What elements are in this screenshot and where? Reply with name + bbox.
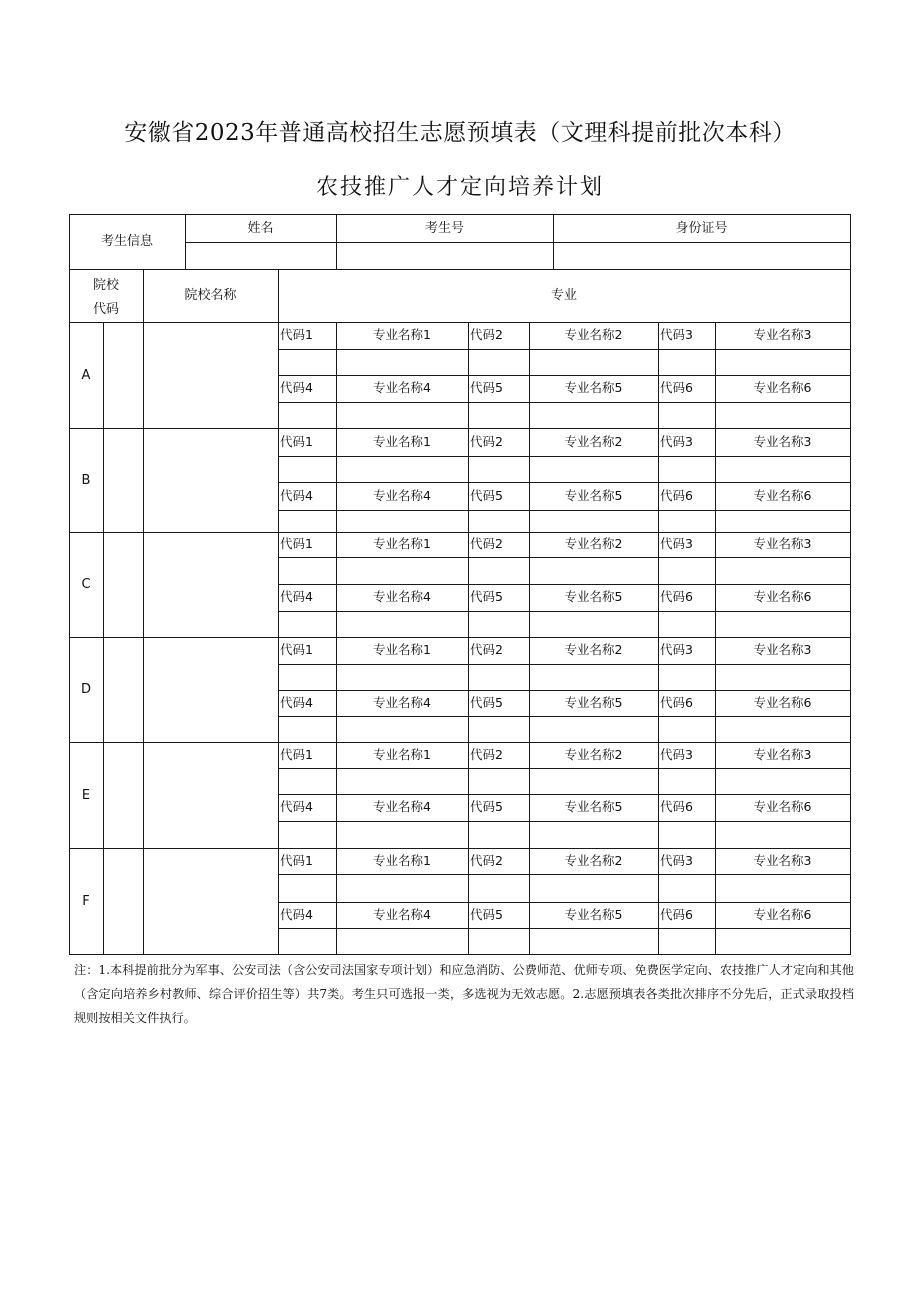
major-code-field-e-6[interactable] (660, 823, 714, 847)
major-code-field-e-4[interactable] (280, 823, 335, 847)
major-code-field-d-3[interactable] (660, 666, 714, 689)
major-name-label-d-4: 专业名称4 (373, 694, 431, 710)
major-name-field-b-4[interactable] (338, 512, 467, 531)
school-name-field-f[interactable] (145, 850, 277, 953)
major-code-field-d-2[interactable] (470, 666, 528, 689)
major-code-field-d-5[interactable] (470, 718, 528, 741)
major-code-field-e-5[interactable] (470, 823, 528, 847)
major-code-field-e-2[interactable] (470, 770, 528, 793)
major-code-field-a-1[interactable] (280, 351, 335, 374)
school-name-field-e[interactable] (145, 744, 277, 847)
major-name-field-c-4[interactable] (338, 613, 467, 636)
major-name-label-a-3: 专业名称3 (753, 327, 812, 343)
grid-line (468, 322, 469, 429)
major-name-label-c-6: 专业名称6 (753, 589, 812, 605)
major-name-field-d-1[interactable] (338, 666, 467, 689)
form-title: 安徽省2023年普通高校招生志愿预填表（文理科提前批次本科） (124, 120, 796, 146)
group-label-f: F (82, 893, 90, 909)
major-code-label-e-4: 代码4 (280, 799, 313, 815)
major-code-field-b-3[interactable] (660, 458, 714, 481)
grid-line (278, 821, 851, 822)
major-name-field-e-6[interactable] (717, 823, 849, 847)
major-name-label-b-5: 专业名称5 (564, 487, 623, 503)
major-name-field-d-4[interactable] (338, 718, 467, 741)
major-label: 专业 (550, 288, 577, 303)
major-name-field-a-1[interactable] (338, 351, 467, 374)
exam-number-field[interactable] (338, 244, 552, 268)
major-name-field-f-3[interactable] (717, 876, 849, 901)
major-code-label-d-2: 代码2 (470, 642, 503, 658)
major-name-field-e-5[interactable] (531, 823, 657, 847)
name-field[interactable] (187, 244, 335, 268)
group-label-b: B (81, 472, 91, 488)
major-name-label-c-5: 专业名称5 (564, 589, 623, 605)
major-name-label-f-4: 专业名称4 (373, 906, 431, 922)
major-name-label-a-2: 专业名称2 (564, 327, 623, 343)
grid-line (278, 611, 851, 612)
major-name-field-c-3[interactable] (717, 559, 849, 583)
grid-line (278, 269, 279, 955)
major-name-label-d-6: 专业名称6 (753, 694, 812, 710)
major-name-field-a-3[interactable] (717, 351, 849, 374)
major-name-field-b-1[interactable] (338, 458, 467, 481)
major-name-label-b-3: 专业名称3 (753, 433, 812, 449)
major-code-field-f-2[interactable] (470, 876, 528, 901)
major-name-label-f-5: 专业名称5 (564, 906, 623, 922)
major-name-label-e-1: 专业名称1 (373, 746, 431, 762)
major-name-field-b-2[interactable] (531, 458, 657, 481)
major-name-label-c-4: 专业名称4 (373, 589, 431, 605)
major-code-field-b-2[interactable] (470, 458, 528, 481)
student-info-label: 考生信息 (100, 234, 153, 249)
major-name-label-b-1: 专业名称1 (373, 433, 431, 449)
major-code-field-f-6[interactable] (660, 930, 714, 953)
major-code-label-e-6: 代码6 (660, 799, 693, 815)
grid-line (468, 848, 469, 955)
major-name-label-d-5: 专业名称5 (564, 694, 623, 710)
major-code-field-c-5[interactable] (470, 613, 528, 636)
form-subtitle: 农技推广人才定向培养计划 (315, 175, 604, 200)
major-code-field-b-6[interactable] (660, 512, 714, 531)
grid-line (278, 456, 851, 457)
major-code-field-f-1[interactable] (280, 876, 335, 901)
major-code-label-f-3: 代码3 (660, 852, 693, 868)
major-code-label-d-5: 代码5 (470, 694, 503, 710)
major-code-label-f-6: 代码6 (660, 906, 693, 922)
major-code-field-c-1[interactable] (280, 559, 335, 583)
major-code-label-e-3: 代码3 (660, 746, 693, 762)
major-name-label-a-5: 专业名称5 (564, 380, 623, 396)
major-name-label-f-1: 专业名称1 (373, 852, 431, 868)
grid-line (278, 664, 851, 665)
major-name-label-e-4: 专业名称4 (373, 799, 431, 815)
major-name-field-d-2[interactable] (531, 666, 657, 689)
grid-line (278, 716, 851, 717)
major-name-label-c-2: 专业名称2 (564, 536, 623, 552)
school-name-label: 院校名称 (184, 288, 237, 303)
major-name-label-e-5: 专业名称5 (564, 799, 623, 815)
major-code-label-b-5: 代码5 (470, 487, 503, 503)
major-name-label-d-1: 专业名称1 (373, 642, 431, 658)
major-code-field-c-4[interactable] (280, 613, 335, 636)
major-code-field-b-1[interactable] (280, 458, 335, 481)
major-code-label-e-2: 代码2 (470, 746, 503, 762)
grid-line (278, 874, 851, 875)
major-code-label-d-6: 代码6 (660, 694, 693, 710)
major-code-field-a-2[interactable] (470, 351, 528, 374)
major-name-field-d-5[interactable] (531, 718, 657, 741)
exam-number-label: 考生号 (424, 220, 464, 236)
major-name-field-e-3[interactable] (717, 770, 849, 793)
school-code-label-line1: 院校 (92, 277, 119, 293)
major-code-label-c-6: 代码6 (660, 589, 693, 605)
major-code-label-e-5: 代码5 (470, 799, 503, 815)
major-code-field-c-6[interactable] (660, 613, 714, 636)
group-label-c: C (81, 577, 91, 592)
major-code-label-a-3: 代码3 (660, 327, 693, 343)
major-name-field-e-2[interactable] (531, 770, 657, 793)
major-name-label-d-2: 专业名称2 (564, 642, 623, 658)
major-code-label-b-3: 代码3 (660, 433, 693, 449)
major-code-field-e-3[interactable] (660, 770, 714, 793)
school-code-field-a[interactable] (105, 324, 142, 427)
grid-line (278, 349, 851, 350)
major-code-field-d-6[interactable] (660, 718, 714, 741)
school-name-field-a[interactable] (145, 324, 277, 427)
id-number-label: 身份证号 (675, 220, 728, 236)
major-code-label-c-4: 代码4 (280, 589, 313, 605)
major-name-label-b-2: 专业名称2 (564, 433, 623, 449)
grid-line (103, 322, 104, 955)
major-code-label-f-2: 代码2 (470, 852, 503, 868)
major-name-field-e-4[interactable] (338, 823, 467, 847)
major-name-label-f-3: 专业名称3 (753, 852, 812, 868)
major-name-field-d-6[interactable] (717, 718, 849, 741)
grid-line (185, 242, 851, 243)
major-name-label-f-2: 专业名称2 (564, 852, 623, 868)
major-code-field-b-4[interactable] (280, 512, 335, 531)
major-name-field-c-6[interactable] (717, 613, 849, 636)
major-name-label-c-1: 专业名称1 (373, 536, 431, 552)
major-name-label-e-6: 专业名称6 (753, 799, 812, 815)
grid-line (658, 637, 659, 743)
major-name-label-b-6: 专业名称6 (753, 487, 812, 503)
major-code-label-d-3: 代码3 (660, 642, 693, 658)
major-code-label-b-2: 代码2 (470, 433, 503, 449)
grid-line (658, 532, 659, 638)
major-code-label-f-5: 代码5 (470, 906, 503, 922)
major-name-field-b-5[interactable] (531, 512, 657, 531)
major-code-label-c-3: 代码3 (660, 536, 693, 552)
school-code-field-f[interactable] (105, 850, 142, 953)
major-name-field-c-1[interactable] (338, 559, 467, 583)
major-code-label-a-6: 代码6 (660, 380, 693, 396)
major-name-label-d-3: 专业名称3 (753, 642, 812, 658)
major-code-label-b-6: 代码6 (660, 487, 693, 503)
major-code-label-c-1: 代码1 (280, 536, 313, 552)
major-code-field-a-3[interactable] (660, 351, 714, 374)
group-label-a: A (81, 367, 91, 383)
major-code-label-a-4: 代码4 (280, 380, 313, 396)
major-name-field-d-3[interactable] (717, 666, 849, 689)
major-name-label-e-3: 专业名称3 (753, 746, 812, 762)
school-code-label-line2: 代码 (92, 301, 119, 317)
major-code-field-b-5[interactable] (470, 512, 528, 531)
major-name-field-a-6[interactable] (717, 404, 849, 427)
major-code-label-e-1: 代码1 (280, 746, 313, 762)
major-name-field-c-5[interactable] (531, 613, 657, 636)
school-code-field-d[interactable] (105, 639, 142, 741)
major-name-field-f-5[interactable] (531, 930, 657, 953)
major-code-label-b-4: 代码4 (280, 487, 313, 503)
major-code-field-f-3[interactable] (660, 876, 714, 901)
major-code-field-a-4[interactable] (280, 404, 335, 427)
group-label-d: D (80, 682, 91, 697)
major-code-field-f-4[interactable] (280, 930, 335, 953)
major-code-label-f-4: 代码4 (280, 906, 313, 922)
grid-line (278, 510, 851, 511)
major-name-field-b-6[interactable] (717, 512, 849, 531)
major-code-label-b-1: 代码1 (280, 433, 313, 449)
grid-line (468, 742, 469, 849)
major-code-field-a-6[interactable] (660, 404, 714, 427)
grid-line (658, 742, 659, 849)
major-name-label-c-3: 专业名称3 (753, 536, 812, 552)
major-code-label-f-1: 代码1 (280, 852, 313, 868)
major-name-field-f-4[interactable] (338, 930, 467, 953)
major-code-label-a-1: 代码1 (280, 327, 313, 343)
major-name-field-f-6[interactable] (717, 930, 849, 953)
major-name-field-f-1[interactable] (338, 876, 467, 901)
major-name-field-e-1[interactable] (338, 770, 467, 793)
grid-line (468, 637, 469, 743)
major-code-field-e-1[interactable] (280, 770, 335, 793)
major-name-field-a-4[interactable] (338, 404, 467, 427)
major-code-label-c-2: 代码2 (470, 536, 503, 552)
major-code-label-d-4: 代码4 (280, 694, 313, 710)
major-code-label-a-2: 代码2 (470, 327, 503, 343)
grid-line (278, 768, 851, 769)
grid-line (658, 428, 659, 533)
grid-line (468, 532, 469, 638)
major-name-label-a-4: 专业名称4 (373, 380, 431, 396)
major-code-field-d-1[interactable] (280, 666, 335, 689)
grid-line (278, 928, 851, 929)
grid-line (658, 322, 659, 429)
major-name-field-f-2[interactable] (531, 876, 657, 901)
major-code-field-a-5[interactable] (470, 404, 528, 427)
school-name-field-c[interactable] (145, 534, 277, 636)
id-number-field[interactable] (555, 244, 849, 268)
major-code-label-a-5: 代码5 (470, 380, 503, 396)
group-label-e: E (81, 787, 91, 803)
major-name-label-b-4: 专业名称4 (373, 487, 431, 503)
major-code-field-f-5[interactable] (470, 930, 528, 953)
school-name-field-d[interactable] (145, 639, 277, 741)
major-code-label-d-1: 代码1 (280, 642, 313, 658)
major-name-field-a-5[interactable] (531, 404, 657, 427)
grid-line (143, 269, 144, 955)
table-border-bottom (69, 954, 851, 955)
major-name-label-e-2: 专业名称2 (564, 746, 623, 762)
school-code-field-c[interactable] (105, 534, 142, 636)
grid-line (468, 428, 469, 533)
major-name-label-f-6: 专业名称6 (753, 906, 812, 922)
school-name-field-b[interactable] (145, 430, 277, 531)
grid-line (658, 848, 659, 955)
major-name-label-a-6: 专业名称6 (753, 380, 812, 396)
major-name-field-a-2[interactable] (531, 351, 657, 374)
major-name-field-c-2[interactable] (531, 559, 657, 583)
grid-line (278, 557, 851, 558)
major-name-field-b-3[interactable] (717, 458, 849, 481)
major-code-label-c-5: 代码5 (470, 589, 503, 605)
school-code-field-b[interactable] (105, 430, 142, 531)
major-code-field-c-2[interactable] (470, 559, 528, 583)
school-code-field-e[interactable] (105, 744, 142, 847)
form-note: 注：1.本科提前批分为军事、公安司法（含公安司法国家专项计划）和应急消防、公费师范、优师专项、免费医学定向、农技推广人才定向和其他（含定向培养乡村教师、综合评价招生等）共7类。考生只可选报一类，多选视为无效志愿。2.志愿预填表各类批次排序不分先后，正式录取投档规则按相关文件执行。 (74, 963, 854, 1025)
major-code-field-d-4[interactable] (280, 718, 335, 741)
grid-line (278, 402, 851, 403)
major-code-field-c-3[interactable] (660, 559, 714, 583)
major-name-label-a-1: 专业名称1 (373, 327, 431, 343)
name-label: 姓名 (247, 220, 274, 236)
